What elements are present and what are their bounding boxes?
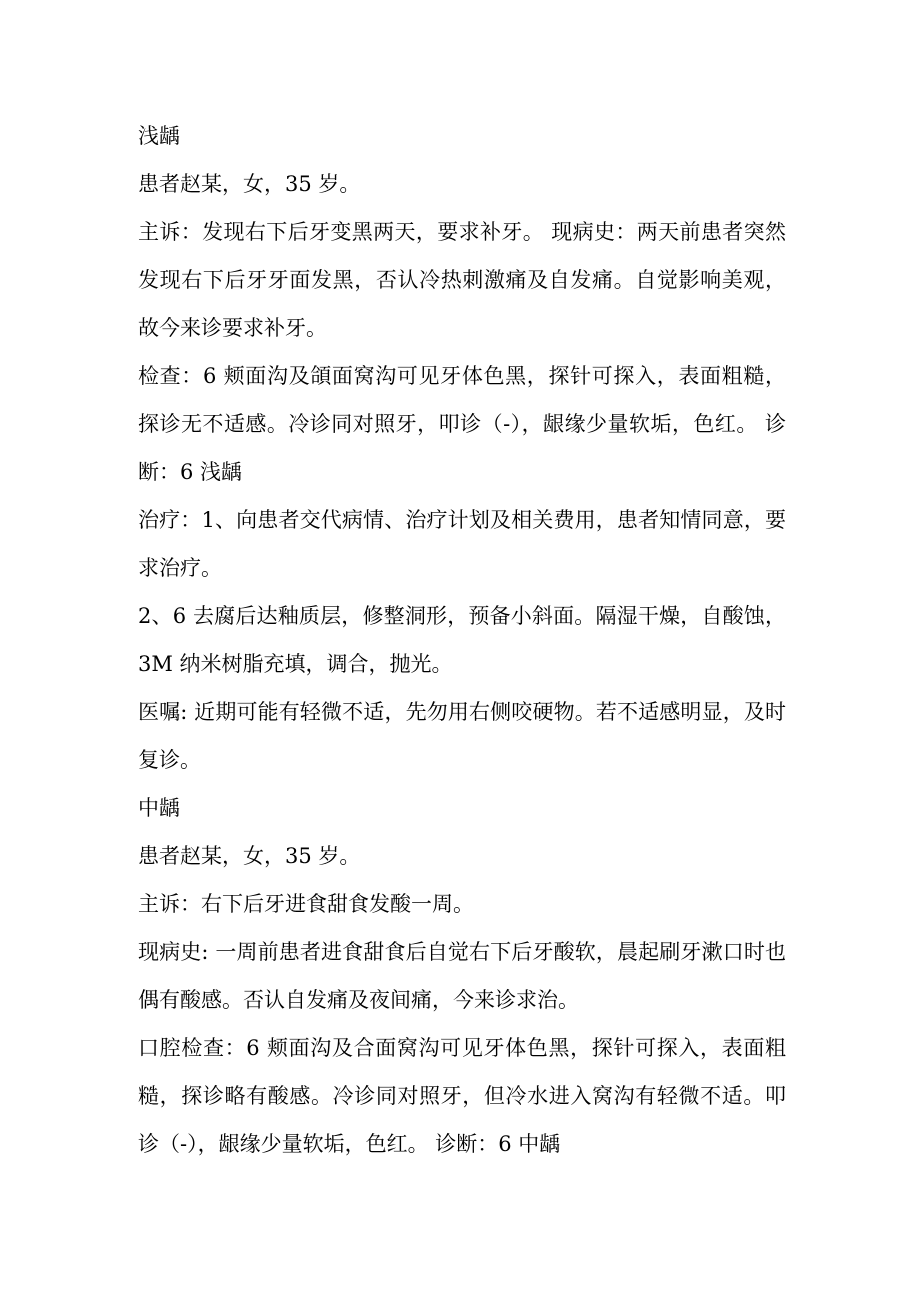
document-body bbox=[138, 112, 786, 1168]
medical-advice: 医嘱: 近期可能有轻微不适，先勿用右侧咬硬物。若不适感明显，及时复诊。 bbox=[138, 700, 786, 772]
chief-complaint: 主诉：右下后牙进食甜食发酸一周。 bbox=[138, 892, 474, 916]
examination-and-diagnosis: 检查：6 颊面沟及頜面窝沟可见牙体色黑，探针可探入，表面粗糙，探诊无不适感。冷诊同对照牙，叩诊（-），龈缘少量软垢，色红。 诊断：6 浅龋 bbox=[138, 364, 786, 484]
patient-info: 患者赵某，女，35 岁。 bbox=[138, 172, 361, 196]
patient-info: 患者赵某，女，35 岁。 bbox=[138, 844, 361, 868]
oral-examination-and-diagnosis: 口腔检查：6 颊面沟及合面窝沟可见牙体色黑，探针可探入，表面粗糙，探诊略有酸感。冷诊同对照牙，但冷水进入窝沟有轻微不适。叩诊（-），龈缘少量软垢，色红。 诊断：6 中龋 bbox=[138, 1036, 786, 1156]
chief-complaint-and-history: 主诉：发现右下后牙变黑两天，要求补牙。 现病史：两天前患者突然发现右下后牙牙面发黑，否认冷热刺激痛及自发痛。自觉影响美观，故今来诊要求补牙。 bbox=[138, 220, 786, 340]
treatment-step-1: 治疗：1、向患者交代病情、治疗计划及相关费用，患者知情同意，要求治疗。 bbox=[138, 508, 786, 580]
section-heading-medium-caries: 中龋 bbox=[138, 796, 180, 820]
section-heading-shallow-caries: 浅龋 bbox=[138, 124, 180, 148]
treatment-step-2: 2、6 去腐后达釉质层，修整洞形，预备小斜面。隔湿干燥，自酸蚀，3M 纳米树脂充填，调合，抛光。 bbox=[138, 604, 786, 676]
present-illness-history: 现病史: 一周前患者进食甜食后自觉右下后牙酸软，晨起刷牙漱口时也偶有酸感。否认自发痛及夜间痛，今来诊求治。 bbox=[138, 940, 786, 1012]
